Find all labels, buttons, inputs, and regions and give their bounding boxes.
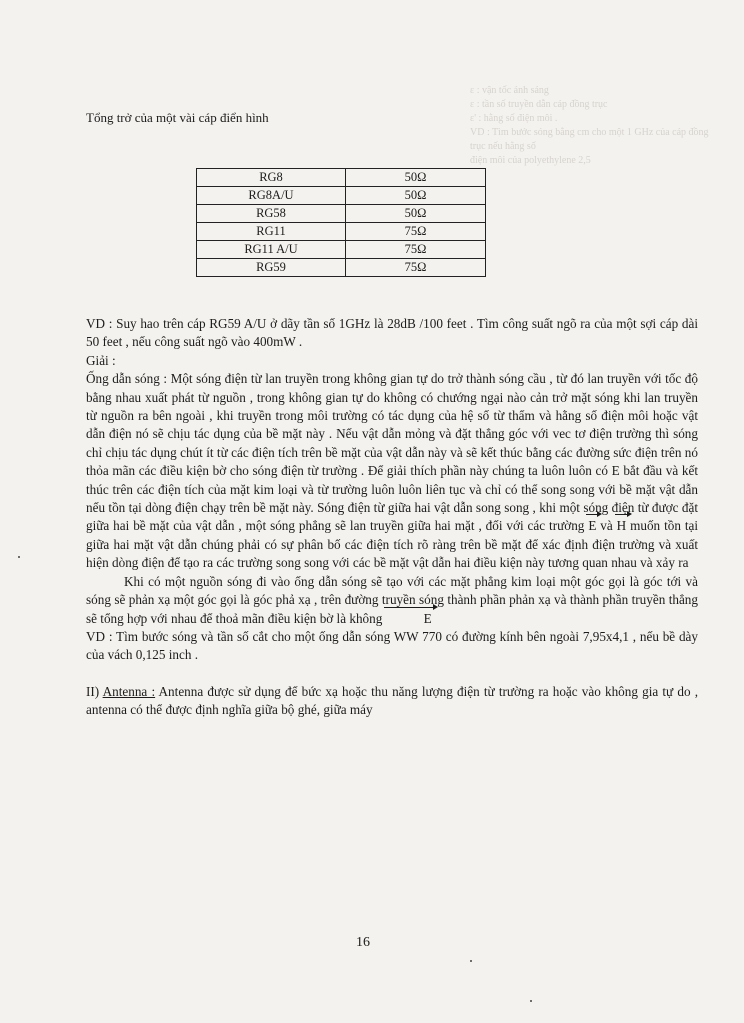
cable-impedance: 75Ω (346, 223, 486, 241)
paragraph-gap (86, 665, 698, 683)
body-text (86, 315, 698, 720)
cable-name: RG11 (197, 223, 346, 241)
cable-impedance: 50Ω (346, 187, 486, 205)
cable-impedance: 50Ω (346, 205, 486, 223)
antenna-section (86, 683, 698, 720)
example-problem-2: VD : Tìm bước sóng và tần số cắt cho một ống dẫn sóng WW 770 có đường kính bên ngoài 7,95x4,1 , nếu bề dày của vách 0,125 inch . (86, 628, 698, 663)
cable-impedance: 50Ω (346, 169, 486, 187)
solution-label: Giải : (86, 352, 116, 368)
table-row (197, 205, 486, 223)
table-row (197, 259, 486, 277)
scan-speck (530, 1000, 532, 1002)
table-row (197, 187, 486, 205)
table-row (197, 223, 486, 241)
antenna-text: Antenna được sử dụng để bức xạ hoặc thu năng lượng điện từ trường ra hoặc vào không gia tự do , antenna có thể được định nghĩa giữa bộ ghé, giữa máy (86, 683, 698, 718)
cable-impedance: 75Ω (346, 259, 486, 277)
vector-h-symbol: H (617, 517, 627, 535)
cable-name: RG8 (197, 169, 346, 187)
reflection-paragraph (86, 573, 698, 628)
vector-e-symbol: E (588, 517, 596, 535)
waveguide-paragraph (86, 370, 698, 572)
scan-speck (18, 556, 20, 558)
vector-conjunction: và (596, 518, 617, 534)
bleed-through-text: ε : vận tốc ánh sáng ε : tần số truyền dẫn cáp đồng trục ε' : hằng số điện môi . VD : Tìm bước sóng bằng cm cho một 1 GHz của cáp đồng trục nếu hằng số điện môi của polyethylene 2,5 (470, 85, 709, 166)
waveguide-text-1: Ống dẫn sóng : Một sóng điện từ lan truyền trong không gian tự do trở thành sóng cầu , từ đó lan truyền với tốc độ bằng nhau xuất phát từ nguồn , trong không gian tự do không có chướng ngại nào cản trở mặt sóng khi lan truyền từ nguồn ra bên ngoài , khi truyền trong môi trường có tác dụng của hệ số từ thẩm và hằng số điện môi hoặc vật dẫn điện nó sẽ chịu tác dụng của bề mặt này . Nếu vật dẫn mỏng và đặt thẳng góc với vec tơ điện trường thì sóng chỉ chịu tác dụng chút ít từ các điện tích trên bề mặt của vật dẫn này và sẽ kết thúc bằng các đường sức điện trên nó thỏa mãn các điều kiện bờ cho sóng điện từ trường . Để giải thích phần này chúng ta luôn luôn có E bắt đầu và kết thúc trên các điện tích của mặt kim loại và từ trường luôn luôn liên tục và chỉ có thể song song với bề mặt vật dẫn nếu tồn tại dòng điện chạy trên bề mặt này. Sóng điện từ giữa hai vật dẫn song song , khi một sóng điện từ được đặt giữa hai bề mặt của vật dẫn , một sóng phẳng sẽ lan truyền giữa hai mặt , đối với các trường (86, 371, 698, 534)
page-number: 16 (356, 935, 370, 950)
cable-name: RG58 (197, 205, 346, 223)
cable-impedance: 75Ω (346, 241, 486, 259)
table-row (197, 241, 486, 259)
table-row (197, 169, 486, 187)
reflection-vector-symbol: E (386, 610, 432, 628)
cable-name: RG59 (197, 259, 346, 277)
antenna-prefix: II) (86, 683, 103, 699)
example-problem-1: VD : Suy hao trên cáp RG59 A/U ở dãy tần số 1GHz là 28dB /100 feet . Tìm công suất ngõ ra của một sợi cáp dài 50 feet , nếu công suất ngõ vào 400mW . (86, 316, 698, 350)
cable-impedance-table (196, 168, 486, 277)
scan-speck (470, 960, 472, 962)
table-heading: Tổng trở của một vài cáp điển hình (86, 110, 269, 125)
antenna-title: Antenna : (102, 683, 156, 699)
cable-name: RG11 A/U (197, 241, 346, 259)
reflection-text: Khi có một nguồn sóng đi vào ống dẫn sóng sẽ tạo với các mặt phẳng kim loại một góc gọi là góc tới và sóng sẽ phản xạ một góc gọi là góc phả xạ , trên đường truyền sóng thành phần phản xạ và thành phần truyền thẳng sẽ tổng hợp với nhau để thoả mãn điều kiện bờ là không (86, 573, 698, 626)
waveguide-text-2: muốn tồn tại giữa hai mặt vật dẫn chúng phải có sự phân bố các điện tích rõ ràng trên bề mặt để xác định điện trường và xuất hiện dòng điện để tạo ra các trường song song với các bề mặt vật dẫn hai điều kiện này tương quan nhau và xảy ra (86, 518, 699, 571)
cable-name: RG8A/U (197, 187, 346, 205)
